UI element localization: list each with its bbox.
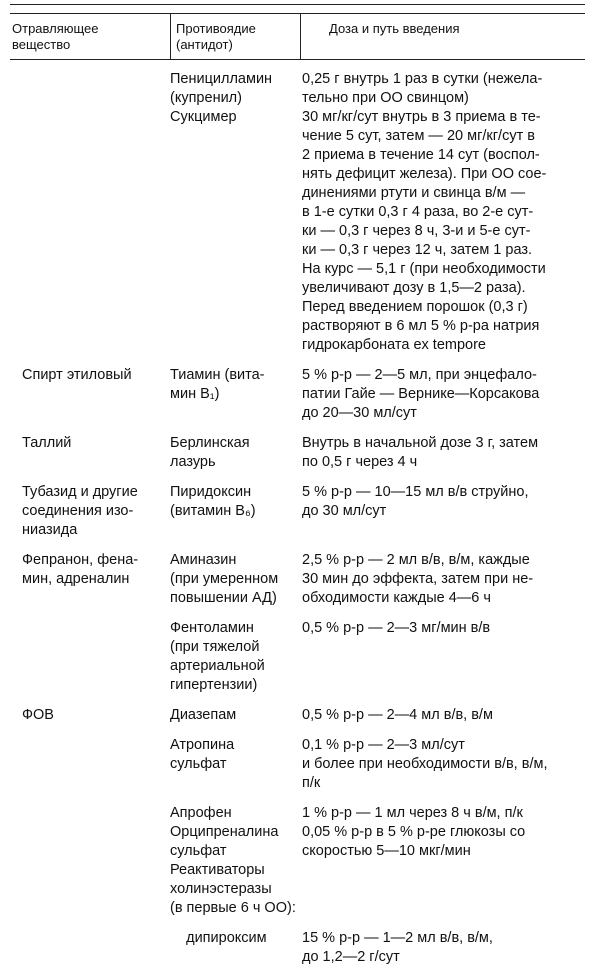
dose-cell: 1 % р-р — 1 мл через 8 ч в/м, п/к 0,05 % р-р в 5 % р-ре глюкозы со скоростью 5—10 мкг/мин — [302, 805, 526, 859]
header-divider — [300, 14, 301, 59]
antidote-cell: Диазепам — [170, 707, 237, 723]
antidote-cell: Апрофен Орципреналина сульфат Реактиваторы холинэстеразы (в первые 6 ч ОО): — [170, 805, 296, 916]
antidote-cell: Атропина сульфат — [170, 737, 235, 772]
dose-cell: 0,1 % р-р — 2—3 мл/сут и более при необходимости в/в, в/м, п/к — [302, 737, 548, 791]
agent-cell: ФОВ — [22, 707, 54, 723]
agent-cell: Таллий — [22, 435, 72, 451]
dose-cell: 5 % р-р — 2—5 мл, при энцефало- патии Гайе — Вернике—Корсакова до 20—30 мл/сут — [302, 367, 540, 421]
agent-cell: Спирт этиловый — [22, 367, 132, 383]
agent-cell: Тубазид и другие соединения изо- ниазида — [22, 484, 138, 538]
antidote-cell: Фентоламин (при тяжелой артериальной гипертензии) — [170, 620, 265, 693]
table-row — [22, 929, 587, 967]
table-row — [22, 706, 587, 725]
dose-cell: 15 % р-р — 1—2 мл в/в, в/м, до 1,2—2 г/сут — [302, 930, 493, 965]
agent-cell — [22, 70, 170, 355]
header-dose: Доза и путь введения — [329, 21, 460, 36]
antidote-cell: Аминазин (при умеренном повышении АД) — [170, 552, 279, 606]
dose-cell: 0,5 % р-р — 2—3 мг/мин в/в — [302, 620, 491, 636]
table-body — [22, 70, 587, 978]
dose-cell: 2,5 % р-р — 2 мл в/в, в/м, каждые 30 мин до эффекта, затем при не- обходимости каждые 4—6 ч — [302, 552, 534, 606]
top-rule — [10, 4, 585, 5]
agent-cell: Фепранон, фена- мин, адреналин — [22, 552, 139, 587]
dose-cell: 0,25 г внутрь 1 раз в сутки (нежела- тельно при ОО свинцом) 30 мг/кг/сут внутрь в 3 приема в те- чение 5 сут, затем — 20 мг/кг/сут в 2 приема в течение 14 сут (воспол- нять дефицит железа). При ОО сое- динениями ртути и свинца в/м — в 1-е сутки 0,3 г 4 раза, во 2-е сут- ки — 0,3 г через 8 ч, 3-и и 5-е сут- ки — 0,3 г через 12 ч, затем 1 раз. На курс — 5,1 г (при необходимости увеличивают дозу в 1,5—2 раза). Перед введением порошок (0,3 г) растворяют в 6 мл 5 % р-ра натрия гидрокарбоната ex tempore — [302, 71, 547, 353]
table-row — [22, 551, 587, 608]
header-divider — [170, 14, 171, 59]
table-row — [22, 619, 587, 695]
table-row — [22, 434, 587, 472]
header-antidote: Противоядие (антидот) — [176, 21, 256, 52]
antidote-cell: Пиридоксин (витамин B₆) — [170, 484, 256, 519]
table-header — [10, 13, 585, 60]
dose-cell: 0,5 % р-р — 2—4 мл в/в, в/м — [302, 707, 493, 723]
dose-cell: 5 % р-р — 10—15 мл в/в струйно, до 30 мл/сут — [302, 484, 529, 519]
table-row — [22, 736, 587, 793]
header-agent: Отравляющее вещество — [12, 21, 99, 52]
dose-cell: Внутрь в начальной дозе 3 г, затем по 0,5 г через 4 ч — [302, 435, 539, 470]
table-row — [22, 366, 587, 423]
table-row — [22, 483, 587, 540]
antidote-cell: Тиамин (вита- мин B₁) — [170, 367, 265, 402]
table-row — [22, 804, 587, 918]
table-row — [22, 70, 587, 355]
antidote-cell: Пеницилламин (купренил) Сукцимер — [170, 71, 273, 125]
antidote-cell: дипироксим — [170, 930, 267, 946]
antidote-cell: Берлинская лазурь — [170, 435, 250, 470]
